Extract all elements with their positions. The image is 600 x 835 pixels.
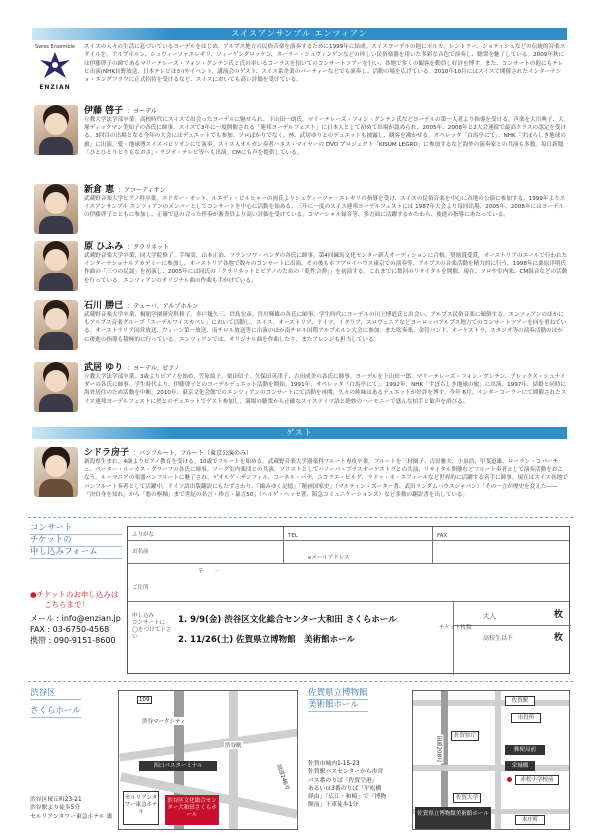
member-photo — [34, 362, 78, 412]
member-bio: 立教大学法学部卒業。高校時代にスイスで出会ったヨーデルに魅せられ、下山田一朗氏、マリーテレーズ・フォン・グンテン氏などヨーデルの第一人者より指導を受ける。声楽を大川典子、大塚ディックマン美知子の各氏に師事。スイスで3年に一度開催される「連邦ヨーデルフェスト」に日本人として初めて出場が認められ、2005年、2008年と2大会連続で最高クラスの認定を受ける。3回目の出場となる今年の大会にはデュエットでも参加。ソロばかりでなく、林、武居ゆりとのデュエットも披露し、観客を沸かせる。オペレッタ「白馬亭にて」、NHK「すぼらしき地球の旅」に出演。愛・地球博スイスパビリオンにて演奏。スイス人オルガン奏者ハネス・マイヤーの DVD プロジェクト「KISUM LEGRO」に参加するなど海外の演奏家との共演も多数。毎日新聞「ひとひとりとりもなおさ」・ラジオ・テレビ等へも出演。CMにも声を提供している。 — [84, 117, 567, 156]
label-eijo-bridge: 栄城橋 — [505, 761, 535, 771]
label-109: 109 — [139, 697, 150, 703]
contact-info — [30, 613, 121, 646]
guest-name: シドラ房子 ：パンフルート、フルート（東京公演のみ） — [84, 448, 252, 458]
member-name: 伊藤 啓子 ：ヨーデル — [84, 106, 157, 116]
adult-unit: 枚 — [554, 610, 564, 620]
label-route-246: 国道246号 — [275, 762, 292, 792]
tel-label: TEL — [288, 533, 298, 539]
guest-banner — [32, 427, 567, 439]
ensemble-intro: スイスの人々の生活に息づいているヨーデルをはじめ、アルプス地方の民俗音楽を演奏するために1999年に結成。スイスヨーデルの他にポルカ、レントラー、ショティシュなどの伝統的音楽スタイルを、アルプホルン、シュヴィーツァエレギリ、ツィーゲングロッケン、ターラー・シュヴィンゲンなどの珍しい民俗楽器を用いた多彩な音色で演奏し、聴衆を魅了している。2009年秋には伊藤啓子の師であるマリーテレーズ・フォン・グンテン氏と氏の率いるコーラスを招いてのコンサートツアーを行い、各地で多くの観客を動員し好評を博す。また、コンサートの他にもテレビ出演(NHK長野放送、日本テレビほか)やイベント、講演会のゲスト、スイス系企業のパーティーなどでも演奏し、活動の場を広げている。2010年10月にはスイスで開催されたインターナショ・エングフラウに正式招待を受けるなど、スイスにおいても高い評価を受けている。 — [84, 44, 566, 84]
map-right-address: 佐賀市城内1-15-23 佐賀駅バスセンターから市営 バス番のりば「佐賀空港」 あるいは3番のりば「平松橋 経由」「広江・和崎」で「博物 館前」下車徒歩1分 — [308, 761, 387, 809]
label-post-office: 郵便局前 — [505, 745, 545, 755]
label-prefectural-office: 佐賀県庁 — [451, 731, 479, 741]
venue-option-2[interactable]: 2. 11/26(土) 佐賀県立博物館 美術館ホール — [178, 635, 355, 645]
label-honjo: 本庄町 — [515, 815, 545, 825]
member-name: 石川 勝已 ：テューバ、アルプホルン — [84, 301, 199, 311]
address-label: ご住所 — [132, 585, 149, 591]
map-saga — [412, 690, 570, 830]
map-shibuya — [118, 690, 298, 830]
adult-label: 大人 — [483, 612, 496, 620]
logo-bottom-text: ENZIAN — [39, 84, 71, 91]
apply-label: 申し込み コンサートに ◯をつけて下さい — [132, 613, 172, 640]
student-unit: 枚 — [554, 633, 564, 643]
label-cerulean-tower: セルリアンタワー東急ホテル — [123, 791, 159, 825]
label-markcity: 渋谷マークシティ — [142, 719, 186, 725]
label-city-hall: 市役所 — [511, 713, 541, 723]
logo-top-text: Swiss Ensemble — [35, 44, 75, 50]
member-bio: 武蔵野音楽大学卒業、桐朋学園研究科修了。多戸幾久三、員島宏彦、宮川輝雄の各氏に師事。学生時代にヨーデルの川上博道氏と出会い、アルプス民俗音楽に傾倒する。エンツィアンのほかにもアルプス音楽グループ「エーデルワイスカペレ」において活動し、スイス、オーストリア、ドイツ、イタリア、スロヴェニアなどヨーロッパアルプス地方でのコンサートツアーを回を重ねている。オーストラリア国営放送、ウィーン第一放送、南チロル放送等に出演のほか南チロル国際アルプホルン大会に参加。また吹奏楽、金管バンド、オーケストラ、スタジオ等の演奏活動のほかに後進の指導も積極的に行っている。エンツィアンでは、オリジナル曲を作曲したり、またアレンジも担当している。 — [84, 312, 567, 343]
map-left-address: 渋谷区桜丘町23-21 渋谷駅より徒歩5分 セルリアンタワー東急ホテル 裏 — [30, 797, 113, 820]
form-title: コンサート チケットの 申し込みフォーム — [30, 523, 122, 559]
furigana-label: ふりがな — [132, 532, 155, 538]
guest-photo — [34, 447, 78, 497]
member-photo — [34, 184, 78, 234]
member-photo — [34, 300, 78, 350]
member-bio: 武蔵野音楽大学卒業、同大学院修了。手塚実、山本正治、フランツワ・ベンダの各氏に師事。第4回練馬文化センター新人オーディションに合格。奨励賞受賞。オーストリアのエールで行われたインターナショナルアカデミーに参加し、オーストリア各地で数々のコンサートに出演。その後もホフブロイハウス東京での演奏等、アルプスの音楽活動を精力的に行う。1998年に桑原洋明氏作曲の「三つの民謡」を初演し、2005年には同氏の「クラリネットとピアノのための「乾性合弾」」を初演する。これまでに数回のリサイタルを開催、現在、ソロや室内楽、CM録音などの活動を行っている。エンツィアンのオリジナル曲の作曲も手がけている。 — [84, 253, 568, 284]
venue-option-1[interactable]: 1. 9/9(金) 渋谷区文化総合センター大和田 さくらホール — [178, 615, 397, 625]
guest-banner-text: ゲスト — [286, 428, 313, 437]
member-photo — [34, 241, 78, 291]
name-label: お名前 — [132, 549, 149, 555]
ensemble-logo — [34, 44, 76, 96]
student-label: 高校生以下 — [483, 635, 514, 642]
label-route-208: 国道208号 — [435, 735, 442, 763]
ensemble-banner-text: スイスアンサンブル エンツィアン — [231, 29, 368, 38]
section-divider — [28, 681, 573, 682]
member-name: 武居 ゆり ：ヨーデル、ピアノ — [84, 363, 180, 373]
label-sakura-hall: 渋谷区文化総合センター大和田さくらホール — [165, 795, 219, 825]
ensemble-banner — [32, 28, 567, 40]
ticket-heading: ●チケットのお申し込みは こちらまで！ — [30, 590, 119, 609]
section-divider — [28, 517, 573, 518]
label-saga-station: 佐賀駅 — [505, 696, 535, 706]
contact-mail[interactable]: メール : info@enzian.jp — [30, 614, 121, 623]
label-saga-museum-hall: 佐賀県立博物館美術館ホール — [415, 807, 491, 829]
member-name: 原 ひふみ ：クラリネット — [84, 242, 170, 252]
application-form — [127, 526, 570, 674]
postal-label: 〒 － — [198, 569, 221, 575]
email-label: eメールアドレス — [308, 555, 350, 561]
guest-bio: 新潟県生まれ。4歳よりピアノ教育を受ける。10歳でフルートを始める。武蔵野音楽大学器楽科フルート専攻卒業。フルートを三村園子、吉田雅夫、小泉浩、甲斐道雄、ローラン・コバーチェ、ペーター・ルーカス・グラーフの各氏に師事。ソーグ室内楽団との共演、ソリストとしてハノーバ・ブラスオーケストラとの共演、リサイタル開催などフルート奏者として演奏活動をおこなう。ルーマニアの楽器パンフルートに魅了され、ゲオルゲ・ザンフィル、コーネル・パナ、ニコラエ・ピルグ、ラドゥ・ネ・エフィールなど世界的に活躍する名手に師事。現在はスイス各地でパンフルート奏者として活躍中。ドイツ語出版翻訳にもたずさわり、「縮みゆく記憶」「秘画国家史」（マルティン・ズーター著、武田ランダムハウスジャパン）「その一言が歴史を変えた――「決自身を知れ」から「悪の枢軸」まで世紀の名言・珍言・暴言50」（ヘルゲ・ヘッセ著、阪急コミュニケーションズ）など多数の翻訳書を出している。 — [84, 459, 568, 498]
contact-fax: FAX : 03-6750-4568 — [30, 625, 110, 634]
fax-label: FAX — [437, 533, 448, 539]
map-right-title: 佐賀県立博物館 美術館ホール — [308, 688, 368, 710]
bus-stop-icon — [507, 777, 512, 782]
member-bio: 立教大学法学部卒業。3歳よりピアノを始め、笠原綾子、栗田信子、久保田英津子、吉田成美の各氏に師事。ヨーデルを下山田一郎、マリーテレーズ・フォン・グンテン、アレックス・シュナイダーの各氏に師事。学生時代より、伊藤啓子とのヨーデルデュエット活動を開始。1991年、オペレッタ「白馬亭にて」、1992年、NHK「すぼらしき地球の旅」に出演。1997年、結婚と同時に海外居住のため活動を中断。2010年、東京文化会館でのエンツィアンのコンサートにて活動を再開、久々の純味はあるデュエットが好評を博す。今年 6月、インターコーラーにて開催されたスイス連邦ヨーデルフェストに於とのデュエットでゲスト参加し、満場の聴衆から正確なスイスドイツ語と絶妙のハーモニーで盛んな拍手と歓声を浴びる。 — [84, 374, 567, 405]
map-left-title: 渋谷区 さくらホール — [30, 688, 81, 716]
member-photo — [34, 105, 78, 155]
member-bio: 武蔵野音楽大学ピアノ科卒業。エドガー・オット、ルエディ・ビルヒャーの両氏よりシュヴィーツァ・エレギリの指導を受け、スイスの民俗音楽を中心に各地の公演に参加する。1999年よりスイスアンサンブル エンツィアンのメンバーとしてコンサートを中心に活動を始める。三年に一度のスイス連邦ヨーデルフェストには 1987年大会より毎回出場、2005年、2008年にはヨーデルの伊藤啓子とともに参加し、正確で息の合った伴奏が審査員より高い評価を受けている。コマーシャル録音等、多方面に活躍するかたわら、後進の指導にあたっている。 — [84, 196, 566, 219]
contact-phone: 携帯 : 090-9151-8600 — [30, 636, 116, 645]
label-akamatsu-school: 赤松小学校前 — [515, 775, 559, 785]
label-bus-terminal: 西口バスターミナル — [139, 761, 217, 771]
member-name: 新倉 恵 ：アコーディオン — [84, 185, 166, 195]
label-saga-university: 佐賀大学 — [453, 793, 481, 803]
label-shibuya-station: 渋谷駅 — [225, 743, 242, 749]
edelweiss-icon — [34, 50, 76, 80]
ticket-count-label: チケット枚数 — [439, 625, 472, 631]
